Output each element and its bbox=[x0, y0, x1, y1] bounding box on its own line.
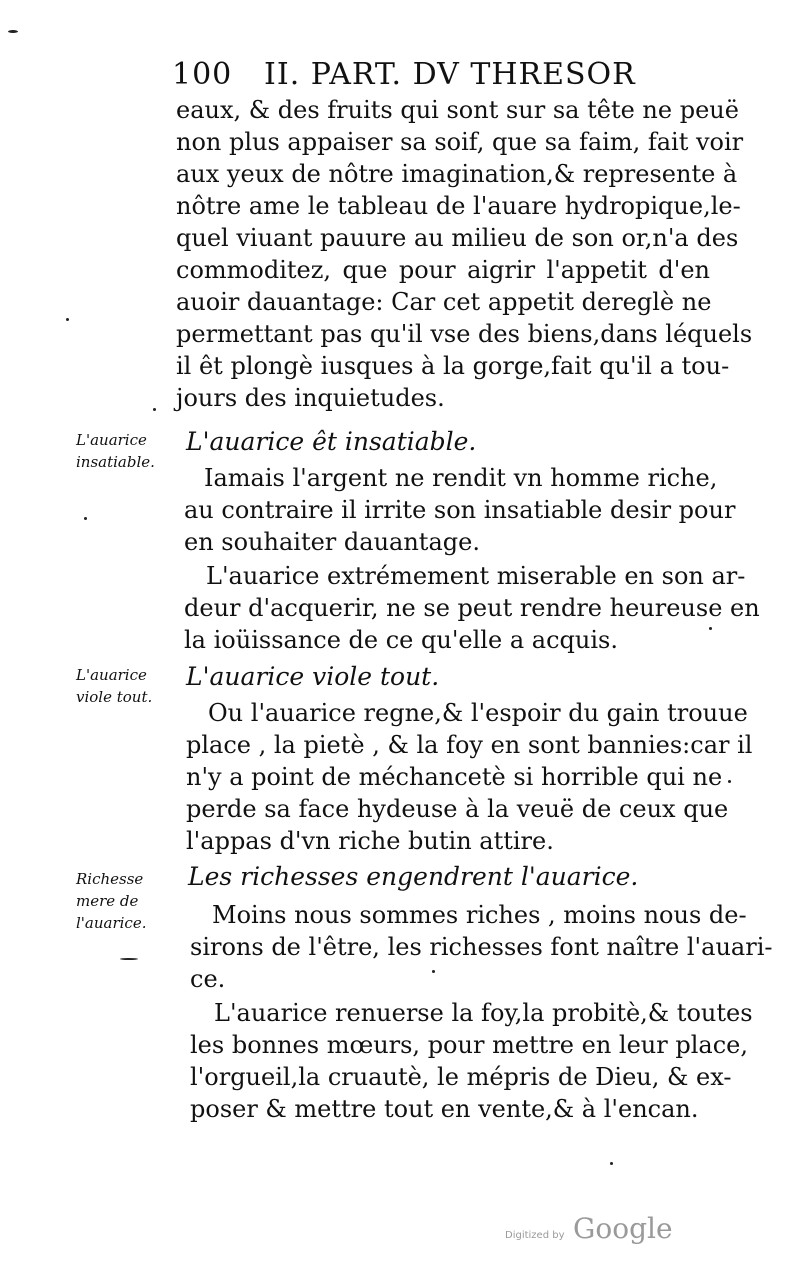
text-line: sirons de l'être, les richesses font naître l'auari- bbox=[190, 933, 773, 961]
text-line: les bonnes mœurs, pour mettre en leur place, bbox=[190, 1031, 748, 1059]
watermark-small-text: Digitized by bbox=[505, 1230, 565, 1241]
scan-speck bbox=[709, 627, 712, 630]
google-logo: Google bbox=[573, 1212, 673, 1245]
scan-speck bbox=[66, 318, 69, 321]
text-line: n'y a point de méchancetè si horrible qui ne bbox=[186, 763, 723, 791]
page-header bbox=[172, 56, 636, 94]
text-line: Moins nous sommes riches , moins nous de- bbox=[212, 901, 747, 929]
text-line: en souhaiter dauantage. bbox=[184, 528, 480, 556]
running-title: II. PART. DV THRESOR bbox=[264, 57, 636, 92]
margin-note-line: insatiable. bbox=[76, 453, 155, 471]
scan-speck bbox=[84, 517, 87, 520]
text-line: auoir dauantage: Car cet appetit dereglè ne bbox=[176, 288, 712, 316]
text-line: l'orgueil,la cruautè, le mépris de Dieu, & ex- bbox=[190, 1063, 732, 1091]
margin-note-line: L'auarice bbox=[76, 431, 147, 449]
text-line: la ioüissance de ce qu'elle a acquis. bbox=[184, 626, 618, 654]
text-line: il êt plongè iusques à la gorge,fait qu'il a tou- bbox=[176, 352, 730, 380]
text-line: l'appas d'vn riche butin attire. bbox=[186, 827, 554, 855]
scan-speck bbox=[153, 408, 156, 411]
text-line: perde sa face hydeuse à la veuë de ceux que bbox=[186, 795, 729, 823]
text-line: nôtre ame le tableau de l'auare hydropique,le- bbox=[176, 192, 741, 220]
text-line: commoditez, que pour aigrir l'appetit d'en bbox=[176, 256, 710, 284]
text-line: non plus appaiser sa soif, que sa faim, fait voir bbox=[176, 128, 744, 156]
margin-note-line: l'auarice. bbox=[76, 914, 147, 932]
text-line: place , la pietè , & la foy en sont bannies:car il bbox=[186, 731, 753, 759]
scan-speck bbox=[8, 30, 18, 33]
text-line: poser & mettre tout en vente,& à l'encan. bbox=[190, 1095, 699, 1123]
section-heading: L'auarice viole tout. bbox=[186, 662, 440, 691]
scan-speck bbox=[432, 970, 435, 973]
digitized-watermark bbox=[505, 1212, 673, 1254]
margin-note bbox=[76, 868, 176, 934]
scan-speck bbox=[120, 958, 138, 960]
text-line: L'auarice renuerse la foy,la probitè,& toutes bbox=[214, 999, 753, 1027]
text-line: aux yeux de nôtre imagination,& represente à bbox=[176, 160, 738, 188]
scan-speck bbox=[728, 780, 731, 783]
section-heading: L'auarice êt insatiable. bbox=[186, 427, 477, 456]
page-number: 100 bbox=[172, 57, 233, 92]
text-line: au contraire il irrite son insatiable desir pour bbox=[184, 496, 736, 524]
text-line: L'auarice extrémement miserable en son ar- bbox=[206, 562, 746, 590]
text-line: Ou l'auarice regne,& l'espoir du gain trouue bbox=[208, 699, 748, 727]
section-heading: Les richesses engendrent l'auarice. bbox=[188, 862, 639, 891]
scan-speck bbox=[610, 1162, 613, 1165]
margin-note-line: Richesse bbox=[76, 870, 144, 888]
margin-note-line: viole tout. bbox=[76, 688, 153, 706]
text-line: Iamais l'argent ne rendit vn homme riche, bbox=[204, 464, 718, 492]
margin-note bbox=[76, 664, 176, 708]
text-line: eaux, & des fruits qui sont sur sa tête ne peuë bbox=[176, 96, 739, 124]
margin-note-line: mere de bbox=[76, 892, 139, 910]
text-line: permettant pas qu'il vse des biens,dans léquels bbox=[176, 320, 753, 348]
text-line: deur d'acquerir, ne se peut rendre heureuse en bbox=[184, 594, 760, 622]
margin-note-line: L'auarice bbox=[76, 666, 147, 684]
text-line: jours des inquietudes. bbox=[176, 384, 445, 412]
text-line: quel viuant pauure au milieu de son or,n'a des bbox=[176, 224, 739, 252]
margin-note bbox=[76, 429, 176, 473]
text-line: ce. bbox=[190, 965, 226, 993]
